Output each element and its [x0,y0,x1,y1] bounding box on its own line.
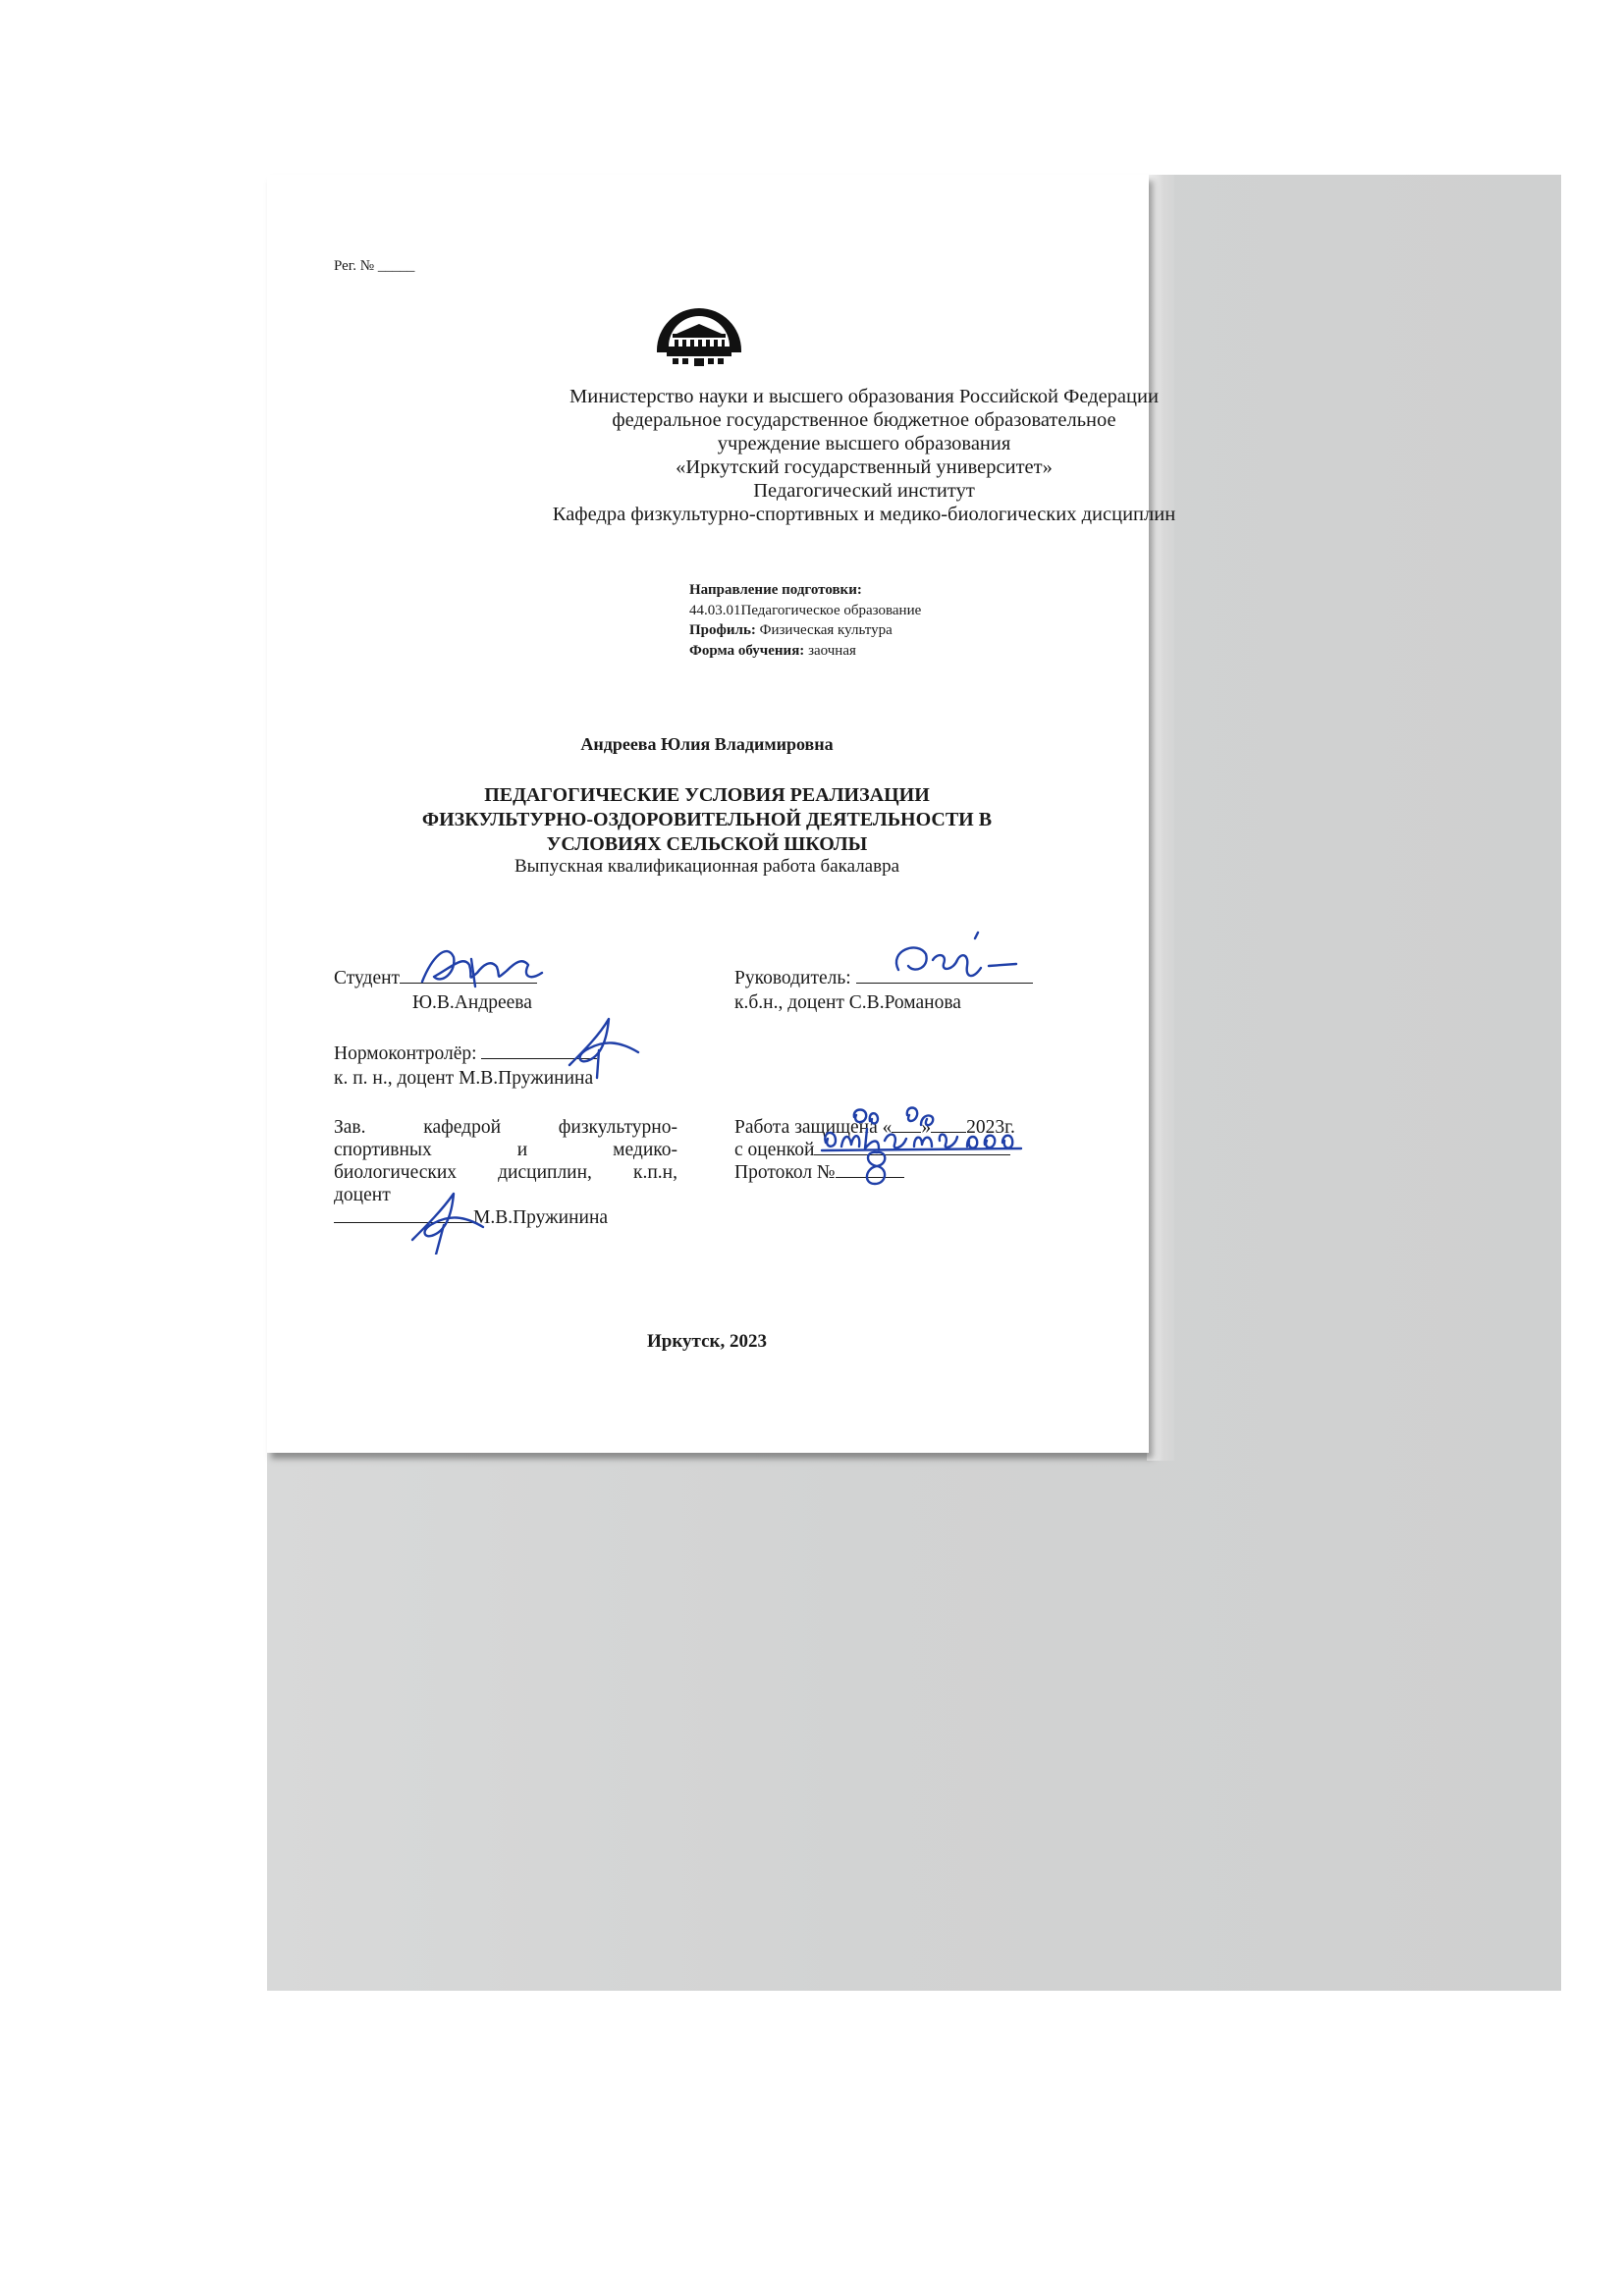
registration-number: Рег. № _____ [334,258,415,274]
grade-handwriting-icon [820,1121,1026,1154]
department-name: Кафедра физкультурно-спортивных и медико-биологических дисциплин [552,504,1176,525]
head-signature-icon [393,1186,501,1255]
defended-label: Работа защищена « [734,1117,893,1138]
profile-value: Физическая культура [759,622,893,638]
supervisor-name: к.б.н., доцент С.В.Романова [734,992,961,1013]
paper-edge [1147,175,1174,1461]
normcontrol-label: Нормоконтролёр: [334,1043,477,1064]
title-line: ПЕДАГОГИЧЕСКИЕ УСЛОВИЯ РЕАЛИЗАЦИИ [484,784,930,806]
title-line: УСЛОВИЯХ СЕЛЬСКОЙ ШКОЛЫ [546,833,868,855]
student-name: Ю.В.Андреева [412,992,532,1013]
normcontrol-signature-icon [550,1011,658,1080]
ministry-line: Министерство науки и высшего образования Российской Федерации [569,386,1159,407]
department-head-block [334,1116,679,1229]
profile-label: Профиль: [689,622,756,638]
supervisor-label: Руководитель: [734,968,851,988]
head-title-line: Зав. кафедрой физкультурно- [334,1117,677,1138]
head-title-line: спортивных и медико- [334,1140,677,1160]
study-form-value: заочная [808,642,856,659]
work-type: Выпускная квалификационная работа бакалавра [514,856,900,877]
city-year: Иркутск, 2023 [647,1331,767,1352]
defense-year: 2023г. [966,1117,1015,1138]
study-form-label: Форма обучения: [689,642,805,659]
institution-type-line: федеральное государственное бюджетное образовательное [612,409,1116,431]
institution-header [324,385,1404,526]
head-title-line: биологических дисциплин, к.п.н, [334,1162,677,1183]
protocol-label: Протокол № [734,1162,836,1183]
student-signature-icon [412,937,560,996]
title-line: ФИЗКУЛЬТУРНО-ОЗДОРОВИТЕЛЬНОЙ ДЕЯТЕЛЬНОСТИ В [421,809,993,830]
student-label: Студент [334,968,401,988]
thesis-title [324,783,1090,857]
head-title-line: доцент [334,1185,391,1205]
program-info [689,580,921,661]
supervisor-signature-icon [879,931,1036,989]
direction-value: 44.03.01Педагогическое образование [689,602,922,618]
university-name: «Иркутский государственный университет» [676,456,1053,478]
institution-type-line-2: учреждение высшего образования [717,433,1011,454]
head-name: М.В.Пружинина [473,1207,609,1228]
university-logo-icon [653,307,745,376]
institute-name: Педагогический институт [753,480,975,502]
protocol-number-handwriting-icon [857,1147,896,1190]
direction-label: Направление подготовки: [689,582,862,598]
defense-date-line: Работа защищена « » 2023г. [734,1117,1015,1138]
grade-label: с оценкой [734,1140,815,1160]
head-signature-line [334,1206,679,1229]
author-name: Андреева Юлия Владимировна [580,734,834,754]
normcontrol-name: к. п. н., доцент М.В.Пружинина [334,1068,594,1089]
